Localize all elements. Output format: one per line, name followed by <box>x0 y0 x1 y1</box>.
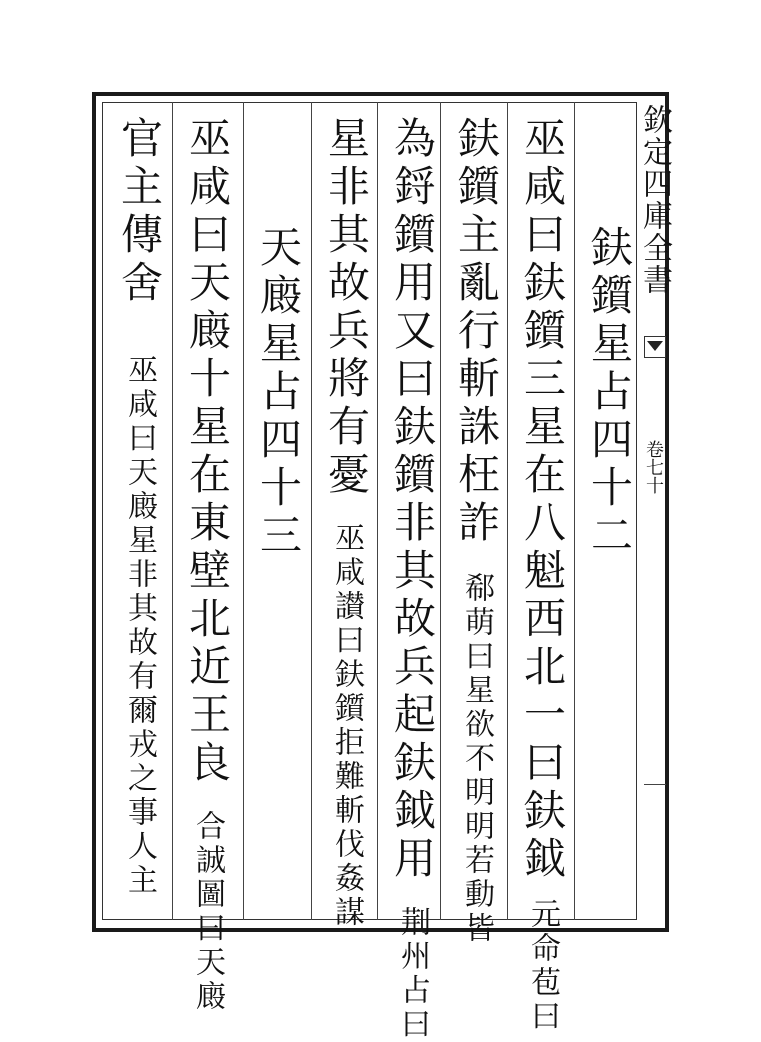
main-text: 巫咸曰鈇鑕三星在八魁西北一曰鈇鉞 <box>518 116 567 884</box>
commentary-text: 荆州占曰 <box>395 906 430 1042</box>
commentary-text: 合誠圖曰天廄 <box>190 810 225 1014</box>
main-text: 官主傳舍 <box>115 116 164 308</box>
column-rule <box>507 102 508 920</box>
main-text: 星非其故兵將有憂 <box>322 116 371 500</box>
text-column <box>584 225 634 561</box>
commentary-text: 郗萌曰星欲不明明若動皆 <box>459 572 494 946</box>
main-text: 為鋝鑕用又曰鈇鑕非其故兵起鈇鉞用 <box>388 116 437 884</box>
text-column <box>114 116 164 898</box>
column-rule <box>440 102 441 920</box>
commentary-text: 巫咸讃曰鈇鑕拒難斬伐姦謀 <box>329 522 364 930</box>
section-heading: 天廄星占四十三 <box>254 225 303 561</box>
margin-book-title: 欽定四庫全書 <box>637 104 672 296</box>
commentary-text: 巫咸曰天廄星非其故有爾戎之事人主 <box>122 354 157 898</box>
text-column <box>387 116 437 1042</box>
column-rule <box>243 102 244 920</box>
column-rule <box>172 102 173 920</box>
margin-volume: 卷七十 <box>643 440 664 494</box>
main-text: 鈇鑕主亂行斬誅枉詐 <box>452 116 501 548</box>
column-rule <box>574 102 575 920</box>
main-text: 巫咸曰天廄十星在東壁北近王良 <box>183 116 232 788</box>
commentary-text: 元命苞曰 <box>525 898 560 1034</box>
text-column <box>517 116 567 1034</box>
section-heading: 鈇鑕星占四十二 <box>585 225 634 561</box>
margin-tick <box>644 784 666 785</box>
fish-tail-mark <box>644 336 666 358</box>
text-column <box>253 225 303 561</box>
column-rule <box>377 102 378 920</box>
text-column <box>182 116 232 1014</box>
column-rule <box>311 102 312 920</box>
text-column <box>321 116 371 930</box>
text-column <box>451 116 501 946</box>
